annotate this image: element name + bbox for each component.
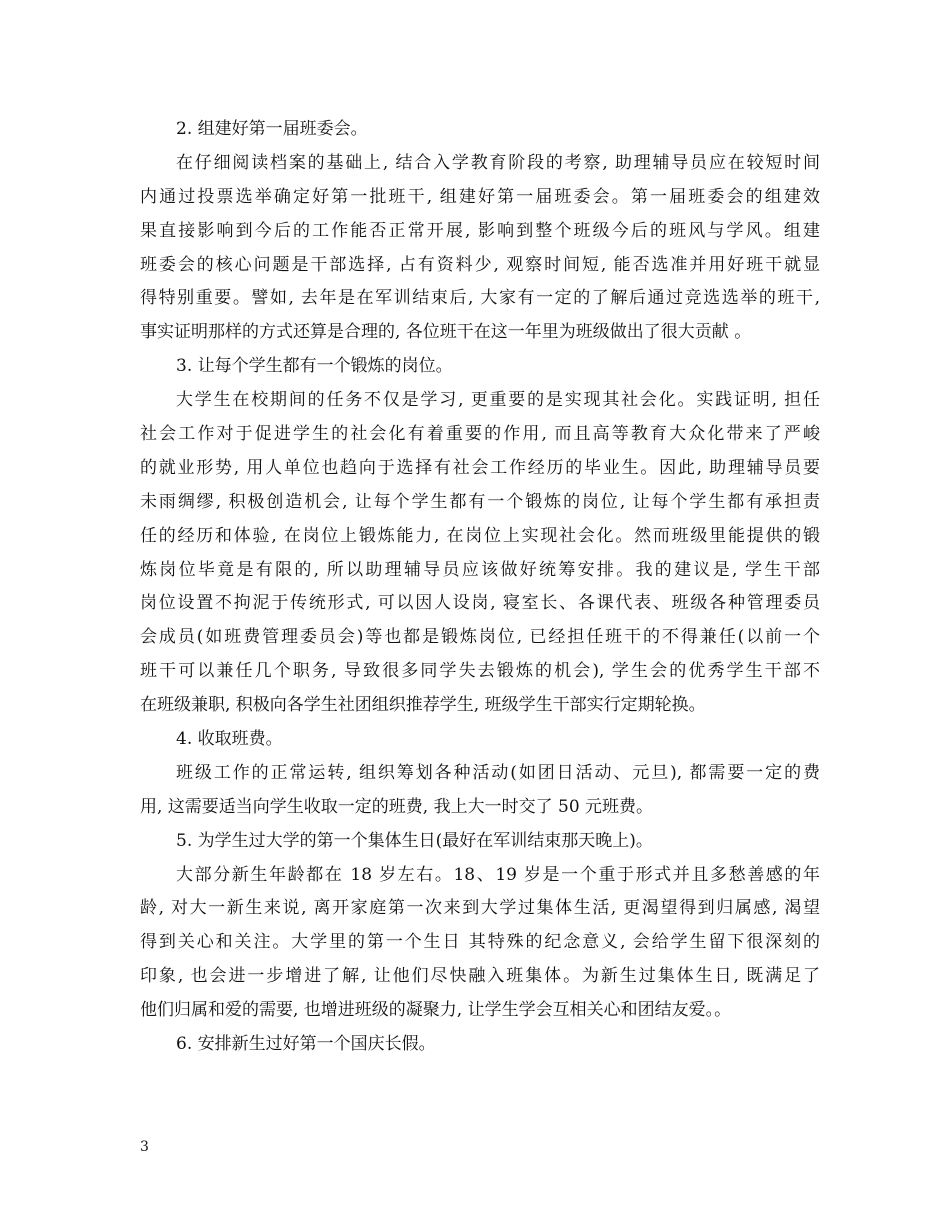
- paragraph-line: 社会工作对于促进学生的社会化有着重要的作用, 而且高等教育大众化带来了严峻: [140, 424, 820, 445]
- paragraph-line: 内通过投票选举确定好第一批班干, 组建好第一届班委会。第一届班委会的组建效: [140, 186, 820, 207]
- paragraph-line: 大部分新生年龄都在 18 岁左右。18、19 岁是一个重于形式并且多愁善感的年: [176, 864, 820, 885]
- section-heading: 5. 为学生过大学的第一个集体生日(最好在军训结束那天晚上)。: [176, 830, 653, 851]
- paragraph-line: 大学生在校期间的任务不仅是学习, 更重要的是实现其社会化。实践证明, 担任: [176, 390, 820, 411]
- paragraph-line: 得到关心和关注。大学里的第一个生日 其特殊的纪念意义, 会给学生留下很深刻的: [140, 932, 820, 953]
- paragraph-line: 在仔细阅读档案的基础上, 结合入学教育阶段的考察, 助理辅导员应在较短时间: [176, 152, 820, 173]
- page-number: 3: [140, 1139, 149, 1155]
- paragraph-line: 班委会的核心问题是干部选择, 占有资料少, 观察时间短, 能否选准并用好班干就显: [140, 254, 820, 275]
- paragraph-line: 用, 这需要适当向学生收取一定的班费, 我上大一时交了 50 元班费。: [140, 796, 654, 817]
- paragraph-line: 在班级兼职, 积极向各学生社团组织推荐学生, 班级学生干部实行定期轮换。: [140, 695, 706, 716]
- paragraph-line: 他们归属和爱的需要, 也增进班级的凝聚力, 让学生学会互相关心和团结友爱。。: [140, 1000, 732, 1021]
- paragraph-line: 事实证明那样的方式还算是合理的, 各位班干在这一年里为班级做出了很大贡献 。: [140, 322, 752, 343]
- section-heading: 2. 组建好第一届班委会。: [176, 119, 368, 139]
- paragraph-line: 龄, 对大一新生来说, 离开家庭第一次来到大学过集体生活, 更渴望得到归属感, 渴望: [140, 898, 820, 919]
- paragraph-line: 岗位设置不拘泥于传统形式, 可以因人设岗, 寝室长、各课代表、班级各种管理委员: [140, 593, 820, 614]
- paragraph-line: 炼岗位毕竟是有限的, 所以助理辅导员应该做好统筹安排。我的建议是, 学生干部: [140, 559, 820, 580]
- paragraph-line: 得特别重要。譬如, 去年是在军训结束后, 大家有一定的了解后通过竞选选举的班干,: [140, 288, 820, 309]
- paragraph-line: 会成员(如班费管理委员会)等也都是锻炼岗位, 已经担任班干的不得兼任(以前一个: [140, 627, 820, 648]
- paragraph-line: 班干可以兼任几个职务, 导致很多同学失去锻炼的机会), 学生会的优秀学生干部不: [140, 661, 820, 682]
- paragraph-line: 任的经历和体验, 在岗位上锻炼能力, 在岗位上实现社会化。然而班级里能提供的锻: [140, 525, 820, 546]
- section-heading: 4. 收取班费。: [176, 729, 283, 750]
- paragraph-line: 班级工作的正常运转, 组织筹划各种活动(如团日活动、元旦), 都需要一定的费: [176, 762, 820, 783]
- paragraph-line: 印象, 也会进一步增进了解, 让他们尽快融入班集体。为新生过集体生日, 既满足了: [140, 966, 820, 987]
- paragraph-line: 未雨绸缪, 积极创造机会, 让每个学生都有一个锻炼的岗位, 让每个学生都有承担责: [140, 491, 820, 512]
- paragraph-line: 的就业形势, 用人单位也趋向于选择有社会工作经历的毕业生。因此, 助理辅导员要: [140, 457, 820, 478]
- paragraph-line: 果直接影响到今后的工作能否正常开展, 影响到整个班级今后的班风与学风。组建: [140, 220, 820, 241]
- section-heading: 6. 安排新生过好第一个国庆长假。: [176, 1034, 436, 1055]
- document-body: [140, 113, 820, 1062]
- section-heading: 3. 让每个学生都有一个锻炼的岗位。: [176, 356, 453, 377]
